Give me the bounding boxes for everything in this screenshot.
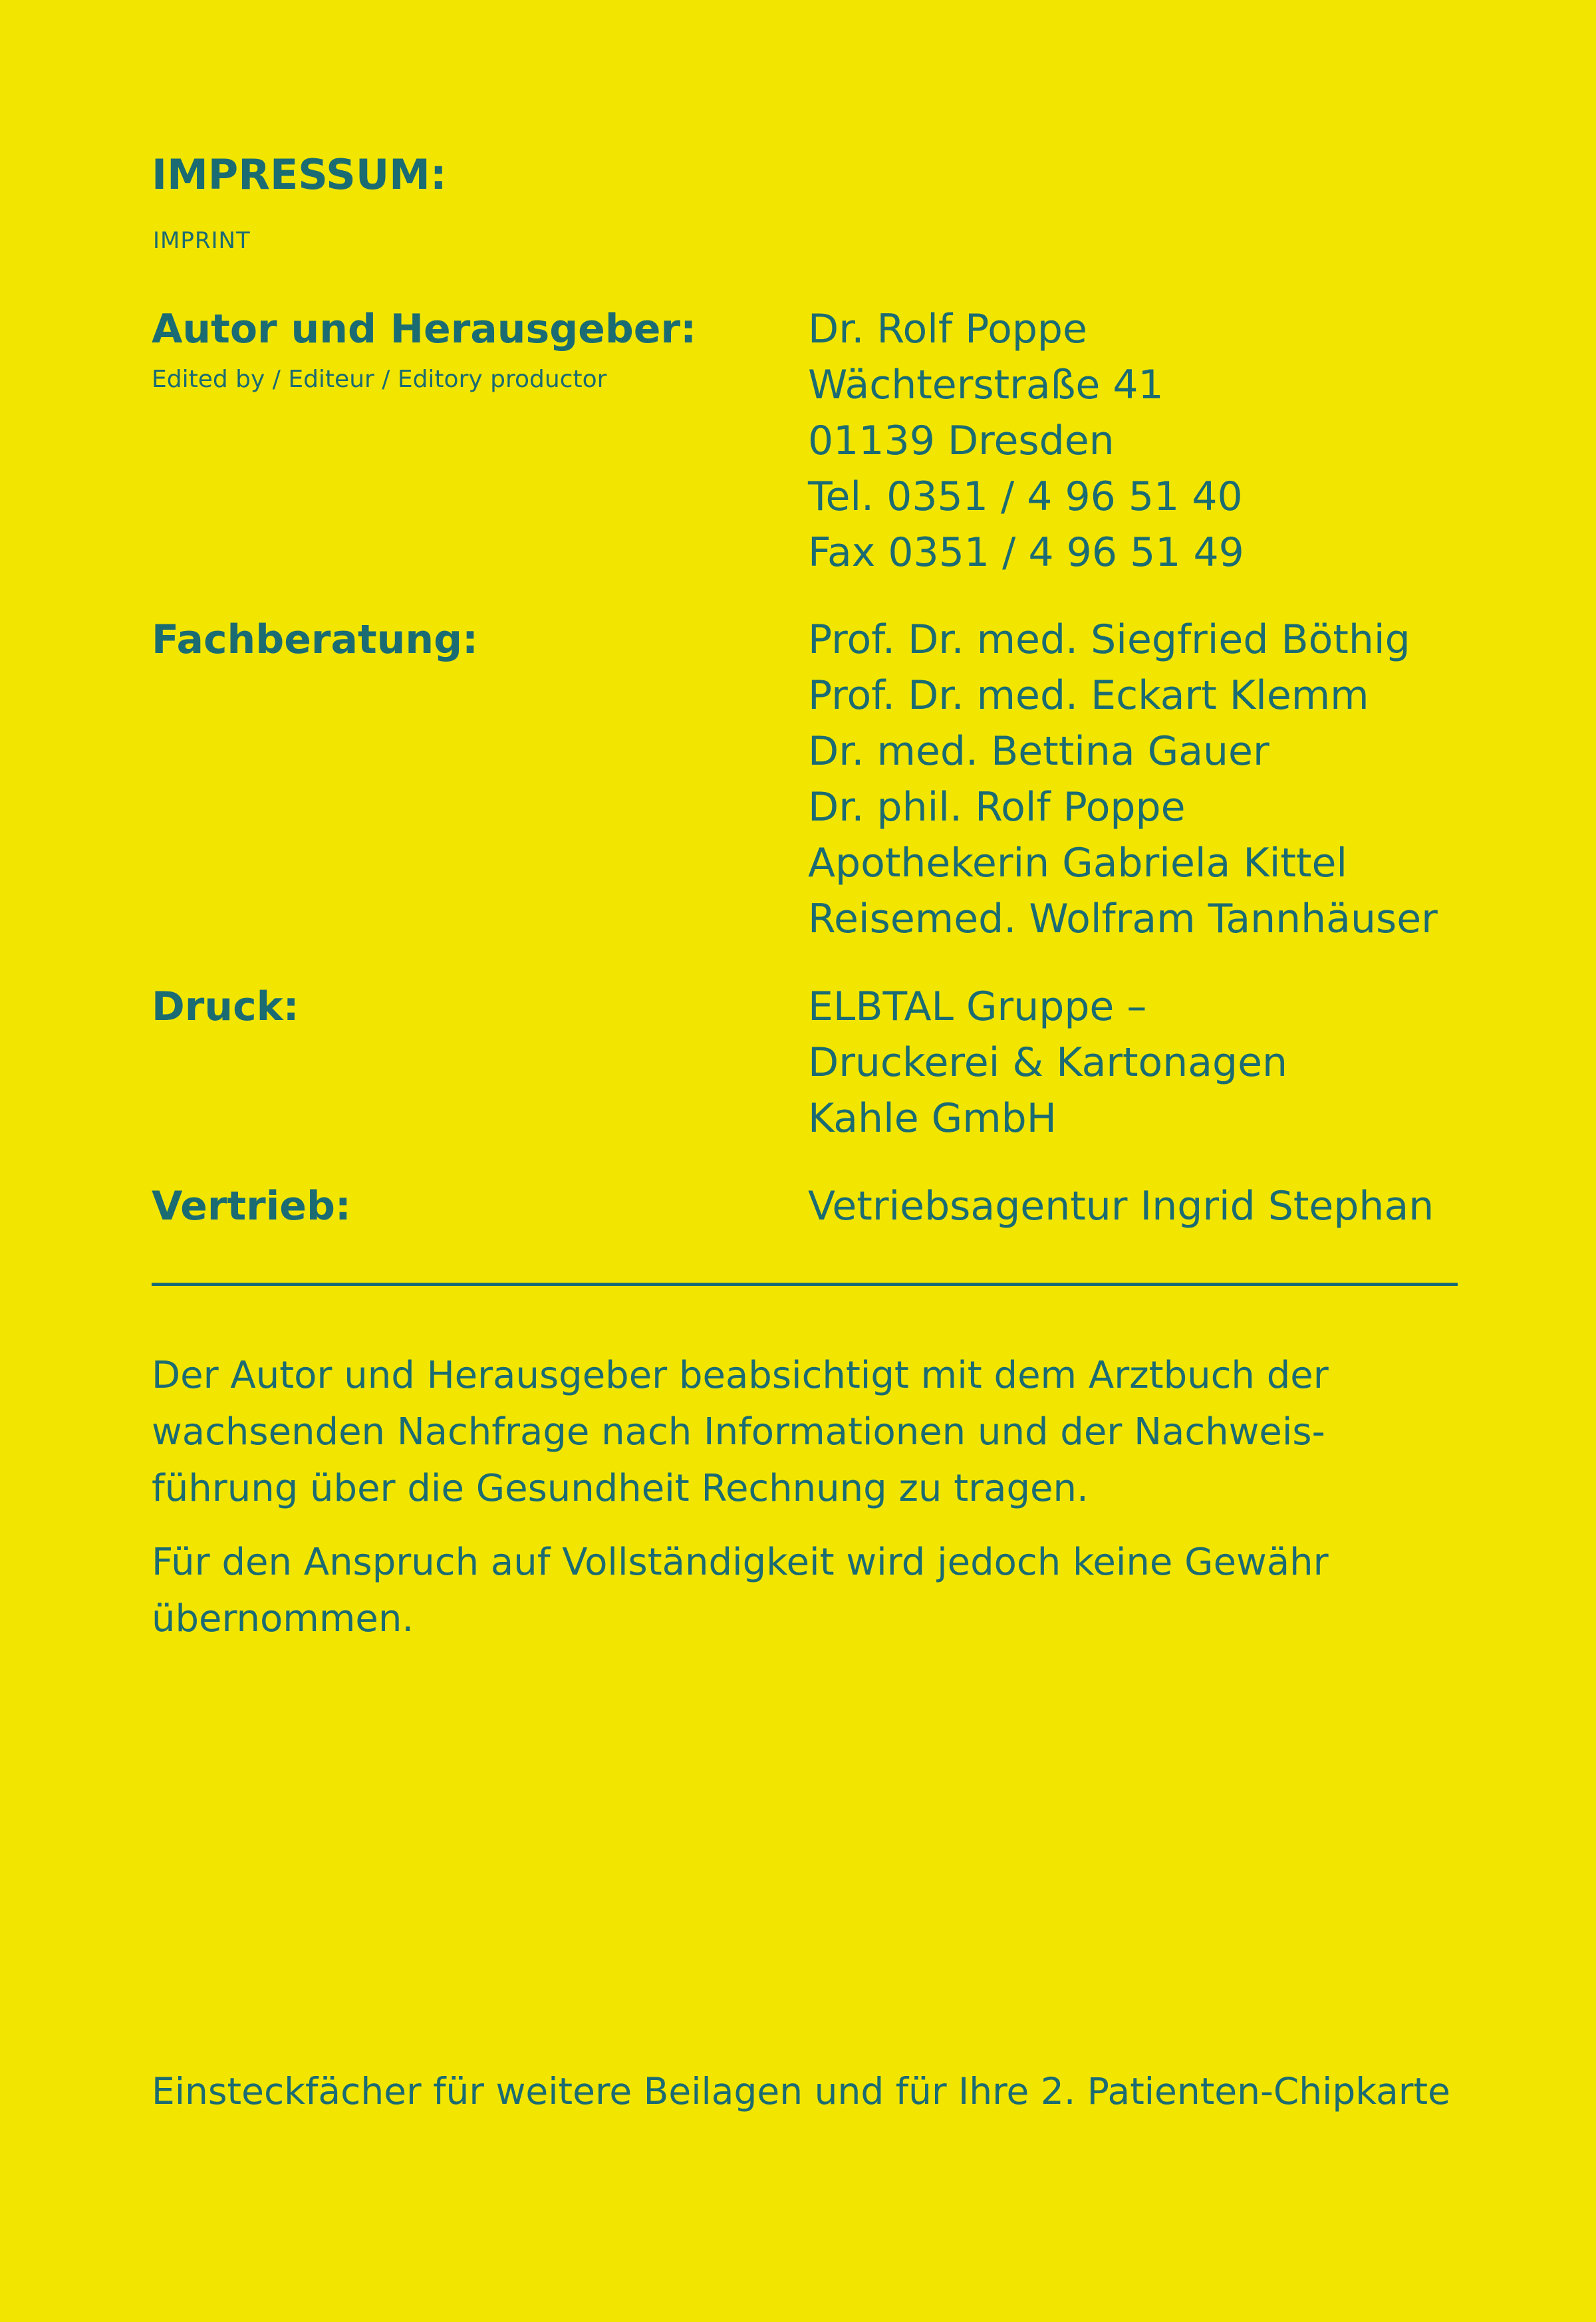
section-values <box>808 979 1287 1146</box>
fax-line: Fax 0351 / 4 96 51 49 <box>808 529 1244 576</box>
section-label: Autor und Herausgeber: <box>152 306 697 352</box>
disclaimer-paragraph: Für den Anspruch auf Vollständigkeit wird jedoch keine Gewähr übernommen. <box>152 1541 1329 1640</box>
phone-line: Tel. 0351 / 4 96 51 40 <box>808 473 1243 520</box>
page-title: IMPRESSUM: <box>152 150 447 199</box>
disclaimer-paragraph: Der Autor und Herausgeber beabsichtigt mit dem Arztbuch der wachsenden Nachfrage nach Informationen und der Nachweis-führung über die Gesundheit Rechnung zu tragen. <box>152 1354 1329 1510</box>
distributor-line: Vetriebsagentur Ingrid Stephan <box>808 1183 1434 1229</box>
section-values <box>808 1178 1434 1234</box>
address-line: Wächterstraße 41 <box>808 362 1164 408</box>
advisor-name: Dr. phil. Rolf Poppe <box>808 784 1186 831</box>
advisor-name: Dr. med. Bettina Gauer <box>808 728 1269 775</box>
advisor-name: Reisemed. Wolfram Tannhäuser <box>808 896 1438 942</box>
address-line: 01139 Dresden <box>808 418 1115 464</box>
footer-note: Einsteckfächer für weitere Beilagen und für Ihre 2. Patienten-Chipkarte <box>152 2070 1450 2113</box>
section-label: Druck: <box>152 983 299 1030</box>
advisor-name: Prof. Dr. med. Eckart Klemm <box>808 672 1369 719</box>
page-subtitle: IMPRINT <box>153 227 251 254</box>
address-line: Dr. Rolf Poppe <box>808 306 1087 352</box>
printer-line: Kahle GmbH <box>808 1095 1057 1142</box>
divider <box>152 1283 1458 1286</box>
advisor-name: Prof. Dr. med. Siegfried Böthig <box>808 616 1410 663</box>
advisor-name: Apothekerin Gabriela Kittel <box>808 840 1348 886</box>
section-sublabel: Edited by / Editeur / Editory productor <box>152 366 607 393</box>
printer-line: Druckerei & Kartonagen <box>808 1039 1288 1086</box>
printer-line: ELBTAL Gruppe – <box>808 983 1147 1030</box>
section-values <box>808 301 1244 580</box>
section-values <box>808 612 1438 947</box>
section-label: Fachberatung: <box>152 616 479 663</box>
disclaimer <box>152 1347 1468 1664</box>
section-label: Vertrieb: <box>152 1183 351 1229</box>
